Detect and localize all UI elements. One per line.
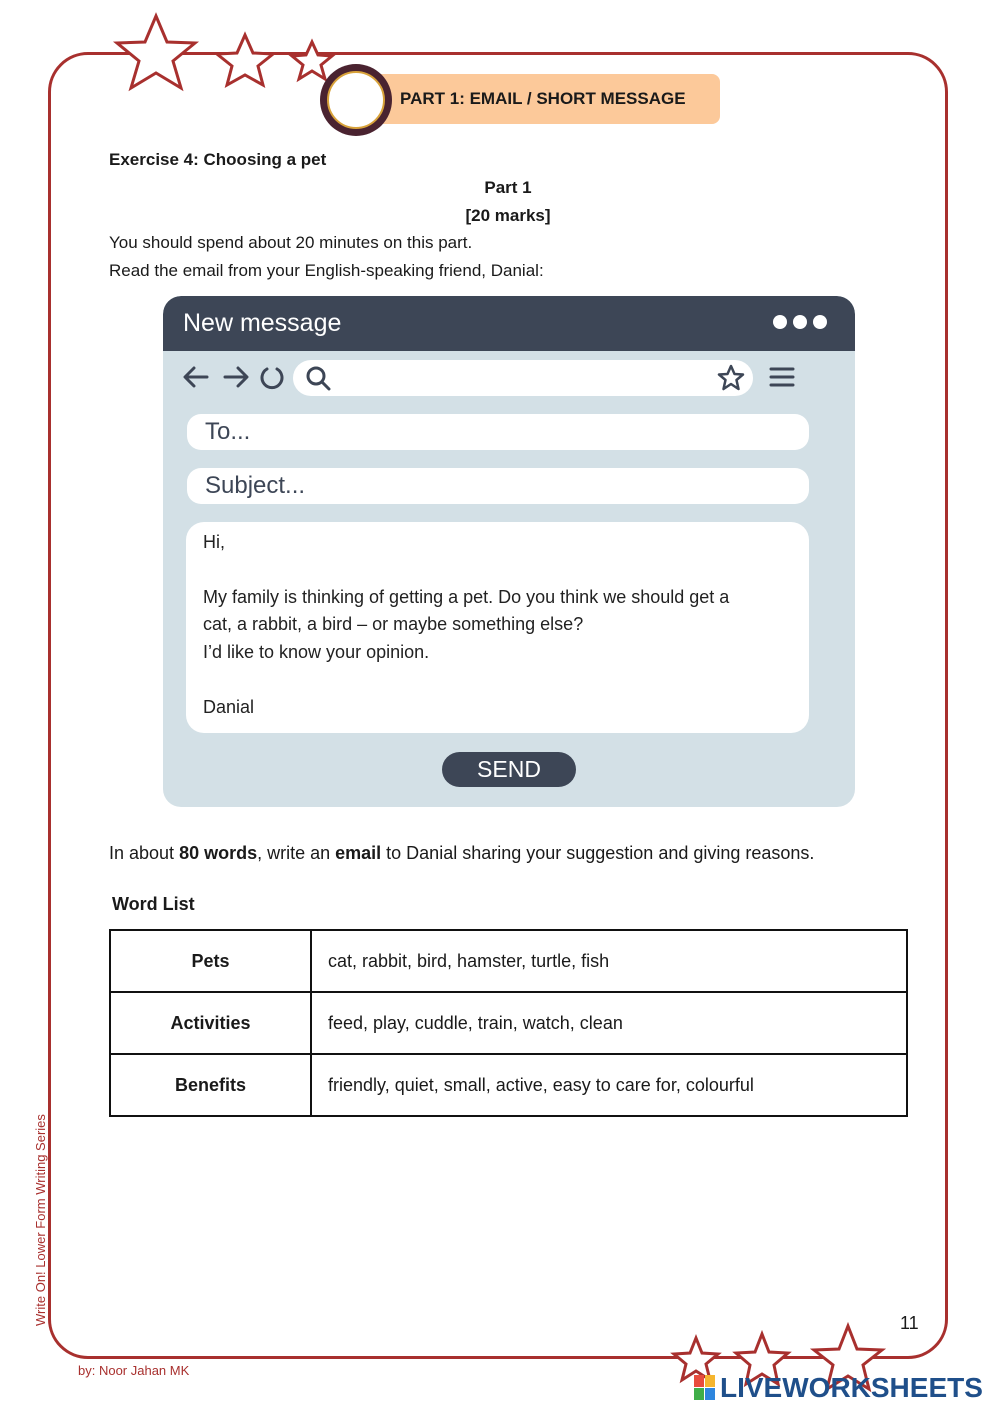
email-header — [163, 296, 855, 351]
words-cell: friendly, quiet, small, active, easy to care for, colourful — [311, 1054, 907, 1116]
part-title: PART 1: EMAIL / SHORT MESSAGE — [400, 89, 686, 108]
decorative-stars-top — [110, 10, 340, 100]
category-cell: Activities — [110, 992, 311, 1054]
brand-text: LIVEWORKSHEETS — [720, 1372, 983, 1403]
menu-icon[interactable] — [769, 364, 795, 390]
category-cell: Pets — [110, 930, 311, 992]
more-options-icon[interactable] — [773, 315, 827, 329]
email-window-title: New message — [183, 309, 342, 337]
search-icon — [305, 365, 331, 391]
star-icon — [117, 16, 195, 88]
greeting: Hi, — [203, 532, 225, 552]
signature: Danial — [203, 697, 255, 717]
star-icon — [292, 42, 332, 79]
category-cell: Benefits — [110, 1054, 311, 1116]
words-cell: feed, play, cuddle, train, watch, clean — [311, 992, 907, 1054]
body-line-1: My family is thinking of getting a pet. Do you think we should get a — [203, 587, 730, 607]
exercise-title: Exercise 4: Choosing a pet — [109, 150, 327, 169]
read-instruction: Read the email from your English-speaking friend, Danial: — [109, 261, 544, 280]
body-line-2: cat, a rabbit, a bird – or maybe something else? — [203, 614, 584, 634]
message-body[interactable] — [186, 522, 809, 733]
series-label: Write On! Lower Form Writing Series — [33, 1114, 48, 1326]
marks-label: [20 marks] — [465, 206, 551, 225]
page-number: 11 — [900, 1313, 919, 1333]
reload-icon[interactable] — [257, 362, 287, 392]
table-row — [110, 930, 907, 992]
forward-arrow-icon[interactable] — [221, 362, 251, 392]
send-button[interactable]: SEND — [442, 752, 576, 787]
back-arrow-icon[interactable] — [181, 362, 211, 392]
word-list-title: Word List — [112, 894, 195, 914]
to-field[interactable]: To... — [187, 414, 809, 450]
task-instruction: In about 80 words, write an email to Danial sharing your suggestion and giving reasons. — [109, 843, 815, 863]
star-bookmark-icon[interactable] — [717, 364, 745, 392]
body-line-3: I’d like to know your opinion. — [203, 642, 430, 662]
table-row — [110, 992, 907, 1054]
part-circle-inner — [327, 71, 385, 129]
part-label: Part 1 — [484, 178, 532, 197]
brand-logo — [694, 1372, 983, 1404]
subject-field[interactable]: Subject... — [187, 468, 809, 504]
address-bar[interactable] — [293, 360, 753, 396]
time-instruction: You should spend about 20 minutes on this part. — [109, 233, 473, 252]
table-row — [110, 1054, 907, 1116]
words-cell: cat, rabbit, bird, hamster, turtle, fish — [311, 930, 907, 992]
word-list-table — [109, 929, 908, 1117]
email-window — [163, 296, 855, 807]
star-icon — [217, 35, 273, 85]
liveworksheets-logo-icon — [694, 1375, 716, 1401]
author-credit: by: Noor Jahan MK — [78, 1363, 190, 1378]
